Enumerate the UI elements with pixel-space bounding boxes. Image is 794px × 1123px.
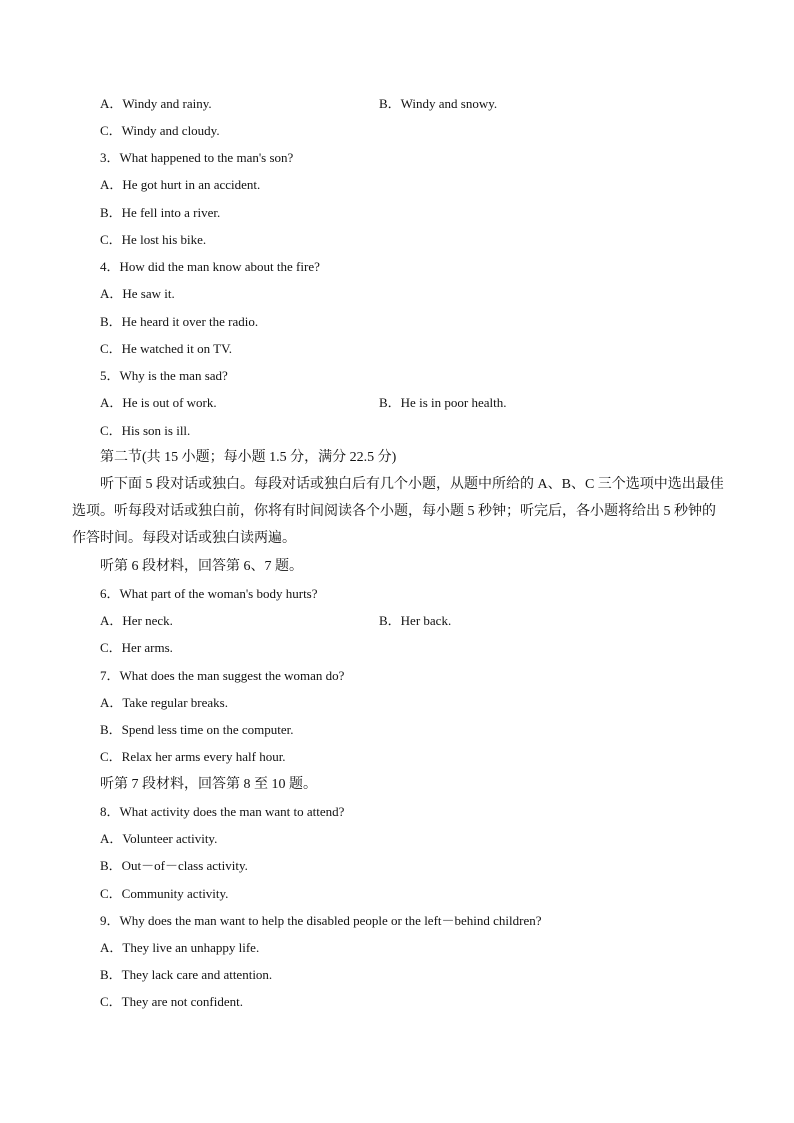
q9-option-a: A．They live an unhappy life. (100, 940, 260, 955)
q8-option-a: A．Volunteer activity. (100, 831, 218, 846)
q5-question: 5．Why is the man sad? (100, 368, 228, 383)
q7-question: 7．What does the man suggest the woman do? (100, 668, 345, 683)
q3-option-a: A．He got hurt in an accident. (100, 177, 261, 192)
q9-option-c: C．They are not confident. (100, 994, 243, 1009)
section-instruction-line1: 听下面 5 段对话或独白。每段对话或独白后有几个小题，从题中所给的 A、B、C 三个选项中选出最佳 (100, 477, 724, 492)
q3-option-b: B．He fell into a river. (100, 205, 221, 220)
q3-option-c: C．He lost his bike. (100, 232, 207, 247)
section-instruction-line2: 选项。听每段对话或独白前，你将有时间阅读各个小题，每小题 5 秒钟；听完后，各小题将给出 5 秒钟的 (72, 504, 716, 519)
q4-option-a: A．He saw it. (100, 286, 175, 301)
q8-option-c: C．Community activity. (100, 886, 229, 901)
q7-option-a: A．Take regular breaks. (100, 695, 228, 710)
q9-question: 9．Why does the man want to help the disabled people or the left－behind children? (100, 913, 542, 928)
q5-option-b: B．He is in poor health. (379, 395, 507, 410)
q2-option-c: C．Windy and cloudy. (100, 123, 220, 138)
q2-option-a: A．Windy and rainy. (100, 96, 212, 111)
q4-option-c: C．He watched it on TV. (100, 341, 233, 356)
q5-option-a: A．He is out of work. (100, 395, 217, 410)
q4-option-b: B．He heard it over the radio. (100, 314, 259, 329)
q7-option-c: C．Relax her arms every half hour. (100, 749, 286, 764)
material-6-intro: 听第 6 段材料，回答第 6、7 题。 (100, 559, 303, 574)
q5-option-c: C．His son is ill. (100, 423, 191, 438)
q7-option-b: B．Spend less time on the computer. (100, 722, 294, 737)
q3-question: 3．What happened to the man's son? (100, 150, 294, 165)
q2-option-b: B．Windy and snowy. (379, 96, 498, 111)
q6-option-c: C．Her arms. (100, 640, 173, 655)
q8-option-b: B．Out－of－class activity. (100, 858, 248, 873)
q9-option-b: B．They lack care and attention. (100, 967, 273, 982)
section-instruction-line3: 作答时间。每段对话或独白读两遍。 (72, 531, 296, 546)
q6-question: 6．What part of the woman's body hurts? (100, 586, 318, 601)
material-7-intro: 听第 7 段材料，回答第 8 至 10 题。 (100, 777, 317, 792)
q4-question: 4．How did the man know about the fire? (100, 259, 320, 274)
q6-option-a: A．Her neck. (100, 613, 173, 628)
section-title: 第二节(共 15 小题；每小题 1.5 分，满分 22.5 分) (100, 450, 397, 465)
q6-option-b: B．Her back. (379, 613, 452, 628)
q8-question: 8．What activity does the man want to attend? (100, 804, 345, 819)
